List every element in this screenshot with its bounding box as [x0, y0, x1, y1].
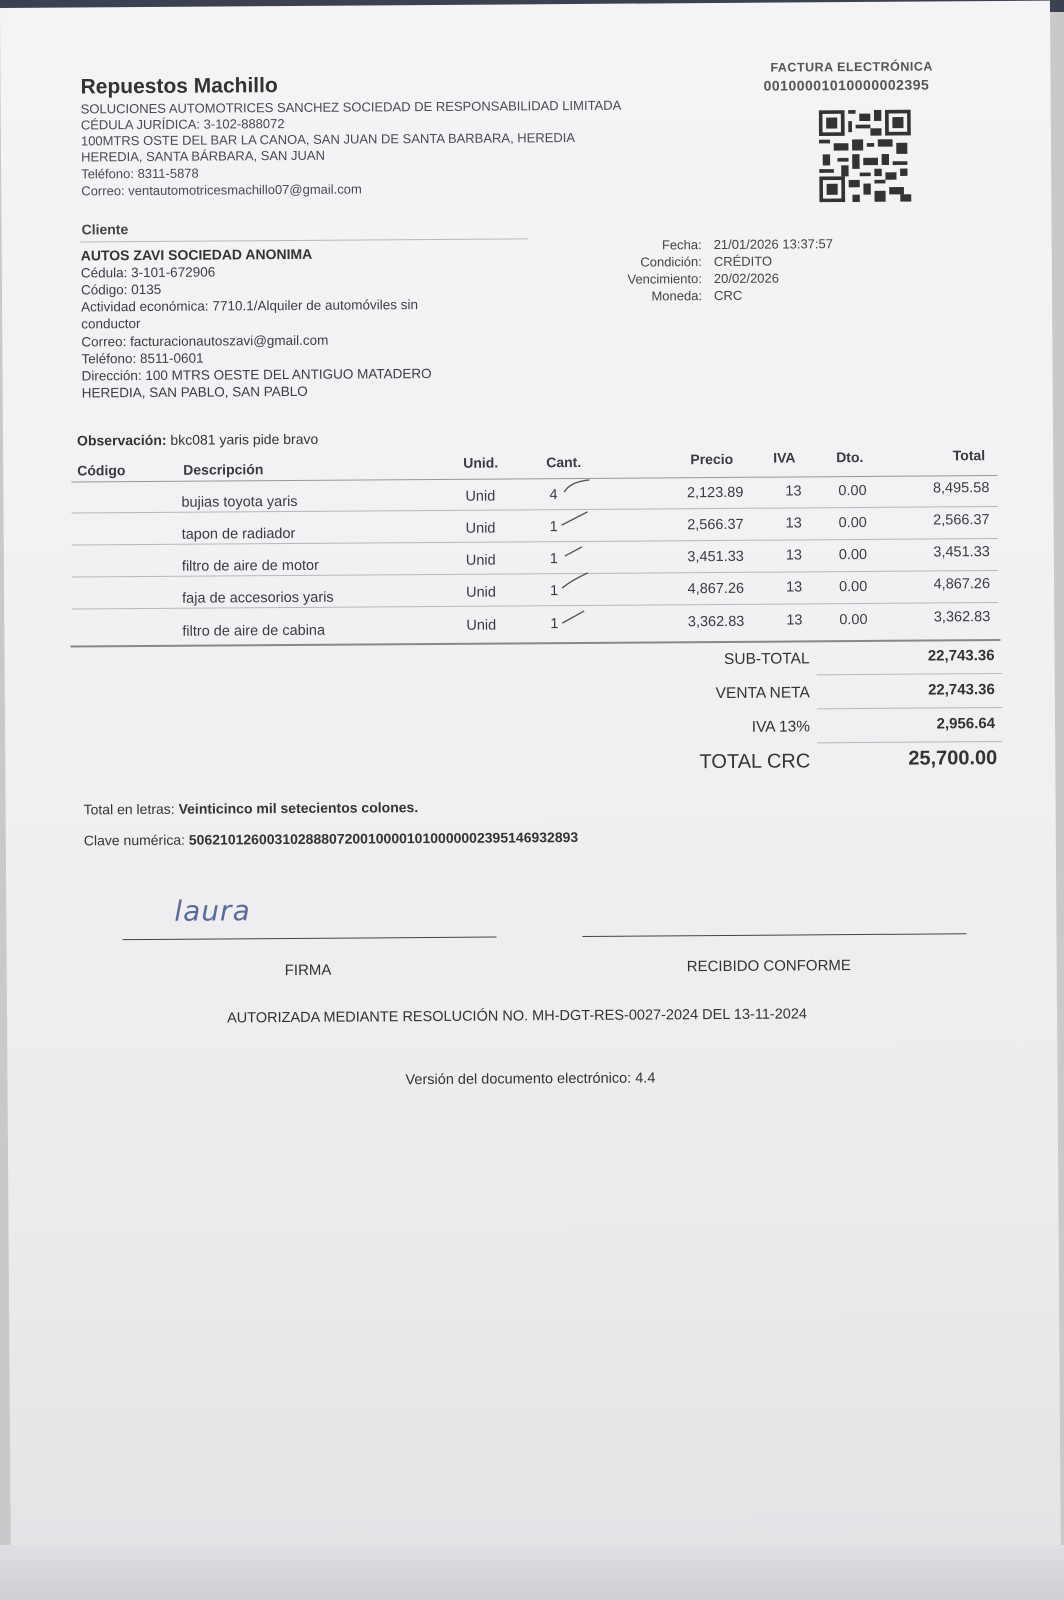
row-description: faja de accesorios yaris [182, 589, 334, 607]
clave-numerica [84, 829, 578, 848]
row-unit: Unid [466, 617, 497, 634]
client-address-1: Dirección: 100 MTRS OESTE DEL ANTIGUO MATADERO [81, 365, 432, 384]
observation-label: Observación: [76, 431, 167, 449]
client-email: Correo: facturacionautoszavi@gmail.com [81, 332, 329, 350]
document-number: 00100001010000002395 [763, 76, 930, 94]
signature: laura [174, 894, 251, 928]
client-code: Código: 0135 [80, 281, 162, 298]
issuer-cedula: CÉDULA JURÍDICA: 3-102-888072 [80, 116, 285, 133]
row-total: 4,867.26 [933, 576, 991, 593]
col-descripcion: Descripción [183, 461, 264, 478]
row-iva: 13 [786, 579, 803, 596]
authorization-text: AUTORIZADA MEDIANTE RESOLUCIÓN NO. MH-DGT-RES-0027-2024 DEL 13-11-2024 [227, 1006, 808, 1027]
row-price: 3,451.33 [687, 548, 744, 566]
qr-code-icon [819, 110, 912, 203]
observation-text: bkc081 yaris pide bravo [170, 430, 319, 448]
row-price: 2,123.89 [686, 484, 744, 502]
invoice-paper [0, 1, 1061, 1600]
row-discount: 0.00 [838, 482, 867, 500]
firma-label: FIRMA [284, 961, 332, 980]
col-total: Total [952, 447, 986, 464]
row-description: filtro de aire de cabina [182, 622, 326, 640]
fecha-value: 21/01/2026 13:37:57 [713, 236, 833, 253]
clave-value: 50621012600310288807200100001010000002395146932893 [188, 828, 579, 848]
issuer-phone: Teléfono: 8311-5878 [81, 165, 199, 182]
row-price: 4,867.26 [687, 580, 745, 598]
venta-neta-label: VENTA NETA [715, 684, 810, 703]
vencimiento-value: 20/02/2026 [713, 270, 780, 287]
observation [77, 431, 318, 449]
recibido-line [582, 933, 966, 937]
col-precio: Precio [690, 450, 734, 468]
check-mark-icon [560, 608, 590, 626]
col-codigo: Código [77, 462, 126, 479]
row-discount: 0.00 [838, 514, 867, 532]
issuer-email: Correo: ventautomotricesmachillo07@gmail.com [81, 181, 362, 199]
issuer-address-2: HEREDIA, SANTA BÁRBARA, SAN JUAN [80, 147, 326, 165]
row-unit: Unid [465, 488, 496, 505]
row-unit: Unid [466, 584, 496, 601]
row-price: 3,362.83 [687, 613, 745, 631]
moneda-value: CRC [713, 287, 743, 304]
row-total: 8,495.58 [932, 480, 990, 497]
moneda-label: Moneda: [651, 288, 703, 304]
client-activity: Actividad económica: 7710.1/Alquiler de automóviles sin [81, 297, 419, 315]
total-label: TOTAL CRC [699, 750, 811, 774]
venta-neta-value: 22,743.36 [927, 681, 995, 699]
client-section-label: Cliente [81, 221, 129, 238]
recibido-label: RECIBIDO CONFORME [686, 957, 851, 976]
row-iva: 13 [786, 612, 803, 629]
fecha-label: Fecha: [661, 237, 702, 253]
row-unit: Unid [465, 520, 496, 537]
iva-value: 2,956.64 [936, 715, 996, 733]
row-discount: 0.00 [839, 578, 868, 596]
col-cant: Cant. [546, 453, 582, 471]
row-quantity: 1 [549, 519, 558, 536]
row-unit: Unid [465, 552, 496, 569]
letters-label: Total en letras: [83, 800, 175, 818]
firma-line [123, 937, 497, 941]
venta-neta-divider [817, 707, 1002, 709]
row-total: 3,451.33 [933, 544, 990, 561]
client-divider [80, 238, 528, 242]
clave-label: Clave numérica: [83, 831, 186, 849]
row-discount: 0.00 [839, 611, 868, 629]
condicion-label: Condición: [640, 254, 702, 270]
row-quantity: 4 [549, 487, 558, 504]
row-discount: 0.00 [838, 546, 868, 564]
row-quantity: 1 [550, 583, 559, 600]
issuer-legal-name: SOLUCIONES AUTOMOTRICES SANCHEZ SOCIEDAD DE RESPONSABILIDAD LIMITADA [80, 97, 622, 117]
check-mark-icon [562, 544, 592, 562]
client-address-2: HEREDIA, SAN PABLO, SAN PABLO [81, 383, 308, 401]
row-quantity: 1 [550, 616, 559, 633]
row-description: bujias toyota yaris [181, 493, 298, 511]
client-cedula: Cédula: 3-101-672906 [80, 264, 216, 281]
client-activity-cont: conductor [81, 316, 141, 332]
issuer-trade-name: Repuestos Machillo [80, 74, 278, 99]
client-phone: Teléfono: 8511-0601 [81, 350, 204, 367]
row-iva: 13 [785, 483, 802, 500]
row-iva: 13 [785, 515, 802, 532]
col-unid: Unid. [463, 454, 499, 471]
check-mark-icon [563, 478, 593, 496]
iva-label: IVA 13% [751, 718, 811, 736]
total-value: 25,700.00 [908, 747, 998, 770]
client-name: AUTOS ZAVI SOCIEDAD ANONIMA [80, 245, 313, 264]
check-mark-icon [560, 572, 590, 590]
row-iva: 13 [785, 547, 803, 564]
row-description: filtro de aire de motor [181, 557, 319, 575]
table-bottom-rule [70, 639, 1000, 647]
document-type: FACTURA ELECTRÓNICA [770, 59, 933, 75]
row-total: 3,362.83 [933, 609, 991, 626]
col-iva: IVA [773, 449, 796, 466]
letters-value: Veinticinco mil setecientos colones. [178, 799, 419, 817]
condicion-value: CRÉDITO [713, 253, 773, 270]
check-mark-icon [560, 510, 590, 528]
subtotal-value: 22,743.36 [927, 647, 995, 665]
issuer-address-1: 100MTRS OSTE DEL BAR LA CANOA, SAN JUAN DE SANTA BARBARA, HEREDIA [80, 129, 576, 149]
row-total: 2,566.37 [933, 512, 990, 529]
row-price: 2,566.37 [687, 516, 744, 534]
row-description: tapon de radiador [181, 525, 296, 543]
row-quantity: 1 [549, 551, 558, 568]
col-dto: Dto. [836, 448, 864, 466]
iva-divider [817, 741, 1002, 743]
document-version: Versión del documento electrónico: 4.4 [405, 1070, 656, 1089]
subtotal-label: SUB-TOTAL [723, 650, 810, 668]
vencimiento-label: Vencimiento: [627, 271, 702, 287]
paper-bottom-edge [0, 1545, 1064, 1600]
total-in-letters [84, 799, 419, 817]
subtotal-divider [817, 673, 1002, 675]
